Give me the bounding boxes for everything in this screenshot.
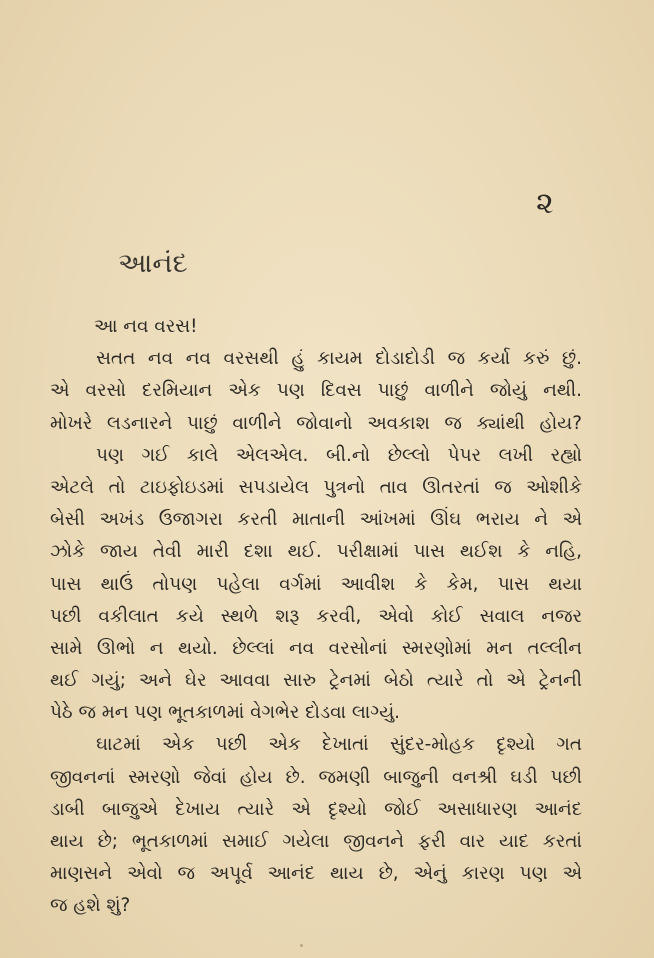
text-line: પછી વકીલાત કયે સ્થળે શરૂ કરવી, એવો કોઈ સવાલ નજર — [50, 605, 582, 627]
text-line: માણસને એવો જ અપૂર્વ આનંદ થાય છે, એનું કારણ પણ એ — [50, 863, 582, 885]
text-line: જ હશે શું? — [50, 895, 131, 917]
text-line: એટલે તો ટાઇફોઇડમાં સપડાયેલ પુત્રનો તાવ ઊતરતાં જ ઓશીકે — [50, 476, 582, 498]
paragraph-opening — [50, 311, 582, 343]
text-line: એ વરસો દરમિયાન એક પણ દિવસ પાછું વાળીને જોયું નથી. — [50, 380, 582, 402]
paragraph — [50, 729, 582, 922]
text-line: થાય છે; ભૂતકાળમાં સમાઈ ગયેલા જીવનને ફરી વાર યાદ કરતાં — [50, 831, 582, 852]
text-line: બેસી અખંડ ઉજાગરા કરતી માતાની આંખમાં ઊંઘ ભરાય ને એ — [50, 509, 582, 531]
text-line: મોખરે લડનારને પાછું વાળીને જોવાનો અવકાશ જ ક્યાંથી હોય? — [50, 412, 582, 434]
text-line: ડાબી બાજુએ દેખાય ત્યારે એ દૃશ્યો જોઈ અસાધારણ આનંદ — [50, 798, 582, 820]
paper-speck — [300, 944, 303, 947]
text-line: સામે ઊભો ન થયો. છેલ્લાં નવ વરસોનાં સ્મરણોમાં મન તલ્લીન — [50, 637, 582, 659]
text-line: પણ ગઈ કાલે એલએલ. બી.નો છેલ્લો પેપર લખી રહ્યો — [96, 444, 582, 466]
text-line: ઘાટમાં એક પછી એક દેખાતાં સુંદર-મોહક દૃશ્યો ગત — [96, 734, 582, 756]
text-line: આ નવ વરસ! — [94, 316, 198, 337]
text-line: પાસ થાઉં તોપણ પહેલા વર્ગમાં આવીશ કે કેમ, પાસ થયા — [50, 573, 582, 595]
chapter-title: આનંદ — [118, 248, 188, 279]
page-number: ૨ — [536, 186, 554, 221]
paragraph — [50, 440, 582, 730]
paragraph — [50, 343, 582, 440]
text-line: સતત નવ નવ વરસથી હું કાયમ દોડાદોડી જ કર્યા કરું છું. — [96, 348, 582, 370]
text-line: જીવનનાં સ્મરણો જેવાં હોય છે. જમણી બાજુની વનશ્રી ઘડી પછી — [50, 766, 582, 788]
text-line: ઝોકે જાય તેવી મારી દશા થઈ. પરીક્ષામાં પાસ થઈશ કે નહિ, — [50, 541, 582, 563]
text-line: પેઠે જ મન પણ ભૂતકાળમાં વેગભેર દોડવા લાગ્યું. — [50, 702, 401, 724]
body-text — [50, 311, 582, 923]
text-line: થઈ ગયું; અને ઘેર આવવા સારુ ટ્રેનમાં બેઠો ત્યારે તો એ ટ્રેનની — [50, 670, 582, 692]
